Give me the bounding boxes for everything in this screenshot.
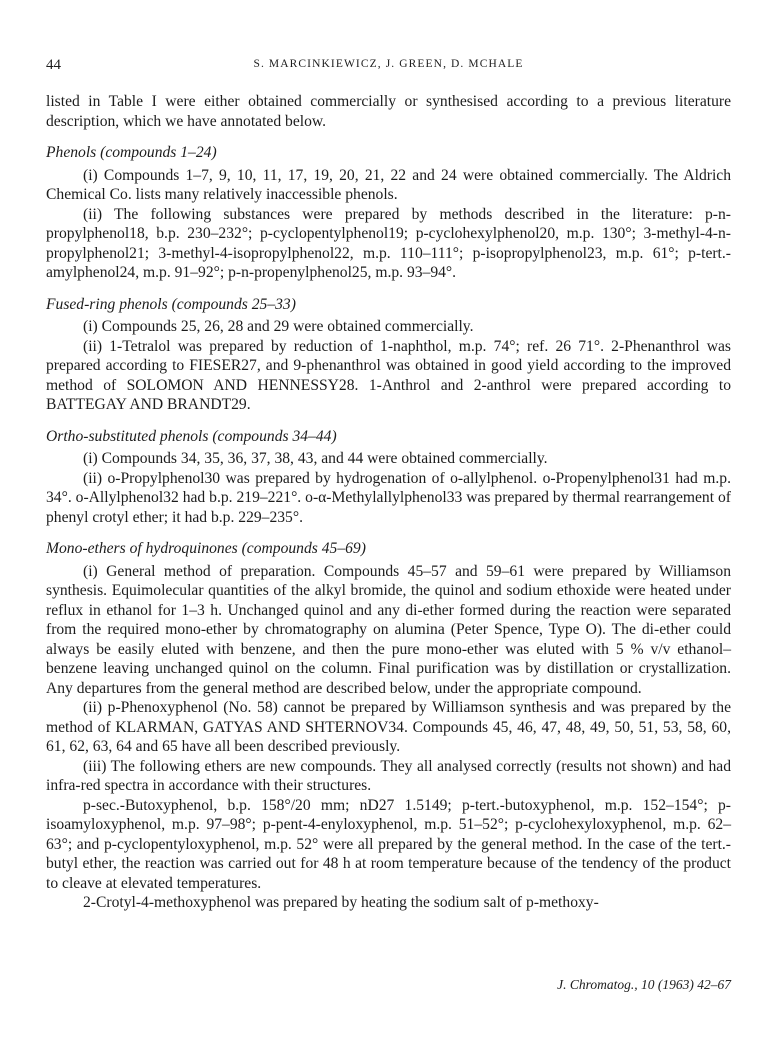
paragraph: (ii) o-Propylphenol30 was prepared by hydrogenation of o-allylphenol. o-Propenylphenol31 had m.p. 34°. o-Allylphenol32 had b.p. 219–221°. o-α-Methylallylphenol33 was prepared by thermal rearrangement of phenyl crotyl ether; it had b.p. 229–235°. xyxy=(46,469,731,526)
paragraph: 2-Crotyl-4-methoxyphenol was prepared by heating the sodium salt of p-methoxy- xyxy=(83,894,599,911)
page-header xyxy=(46,57,731,77)
body-text xyxy=(46,92,731,913)
paragraph: (ii) p-Phenoxyphenol (No. 58) cannot be prepared by Williamson synthesis and was prepared by the method of KLARMAN, GATYAS AND SHTERNOV34. Compounds 45, 46, 47, 48, 49, 50, 51, 53, 58, 60, 61, 62, 63, 64 and 65 have all been described previously. xyxy=(46,699,731,755)
section-mono-ethers xyxy=(46,539,731,913)
journal-footer: J. Chromatog., 10 (1963) 42–67 xyxy=(557,977,731,992)
paragraph: (iii) The following ethers are new compounds. They all analysed correctly (results not shown) and had infra-red spectra in accordance with their structures. xyxy=(46,757,731,794)
section-phenols xyxy=(46,143,731,283)
paragraph: (i) Compounds 34, 35, 36, 37, 38, 43, and 44 were obtained commercially. xyxy=(83,450,548,467)
section-heading: Ortho-substituted phenols (compounds 34–44) xyxy=(46,427,337,445)
section-heading: Phenols (compounds 1–24) xyxy=(46,144,217,161)
section-ortho-substituted-phenols xyxy=(46,427,731,528)
running-head: S. MARCINKIEWICZ, J. GREEN, D. MCHALE xyxy=(253,58,524,70)
intro-paragraph: listed in Table I were either obtained commercially or synthesised according to a previous literature description, which we have annotated below. xyxy=(46,93,731,130)
paragraph: p-sec.-Butoxyphenol, b.p. 158°/20 mm; nD27 1.5149; p-tert.-butoxyphenol, m.p. 152–154°; p-isoamyloxyphenol, m.p. 97–98°; p-pent-4-enyloxyphenol, m.p. 51–52°; p-cyclohexyloxyphenol, m.p. 62–63°; and p-cyclopentyloxyphenol, m.p. 52° were all prepared by the general method. In the case of the tert.-butyl ether, the reaction was carried out for 48 h at room temperature because of the tendency of the product to cleave at elevated temperatures. xyxy=(46,796,731,892)
paragraph: (i) Compounds 1–7, 9, 10, 11, 17, 19, 20, 21, 22 and 24 were obtained commercially. The Aldrich Chemical Co. lists many relatively inaccessible phenols. xyxy=(46,166,731,203)
paragraph: (ii) 1-Tetralol was prepared by reduction of 1-naphthol, m.p. 74°; ref. 26 71°. 2-Phenanthrol was prepared according to FIESER27, and 9-phenanthrol was obtained in good yield according to the improved method of SOLOMON AND HENNESSY28. 1-Anthrol and 2-anthrol were prepared according to BATTEGAY AND BRANDT29. xyxy=(46,337,731,413)
paragraph: (i) General method of preparation. Compounds 45–57 and 59–61 were prepared by Williamson synthesis. Equimolecular quantities of the alkyl bromide, the quinol and sodium ethoxide were heated under reflux in ethanol for 1–3 h. Unchanged quinol and any di-ether formed during the reaction were separated from the required mono-ether by chromatography on alumina (Peter Spence, Type O). The di-ether could always be easily eluted with benzene, and then the pure mono-ether was eluted with 5 % v/v ethanol–benzene leaving unchanged quinol on the column. Final purification was by distillation or crystallization. Any departures from the general method are described below, under the appropriate compound. xyxy=(46,562,731,697)
paragraph: (ii) The following substances were prepared by methods described in the literature: p-n-propylphenol18, b.p. 230–232°; p-cyclopentylphenol19; p-cyclohexylphenol20, m.p. 130°; 3-methyl-4-n-propylphenol21; 3-methyl-4-isopropylphenol22, m.p. 110–111°; p-isopropylphenol23, m.p. 61°; p-tert.-amylphenol24, m.p. 91–92°; p-n-propenylphenol25, m.p. 93–94°. xyxy=(46,205,731,281)
section-fused-ring-phenols xyxy=(46,295,731,415)
section-heading: Fused-ring phenols (compounds 25–33) xyxy=(46,295,296,313)
paragraph: (i) Compounds 25, 26, 28 and 29 were obtained commercially. xyxy=(83,318,474,335)
section-heading: Mono-ethers of hydroquinones (compounds 45–69) xyxy=(46,540,366,557)
page-number: 44 xyxy=(46,57,61,73)
